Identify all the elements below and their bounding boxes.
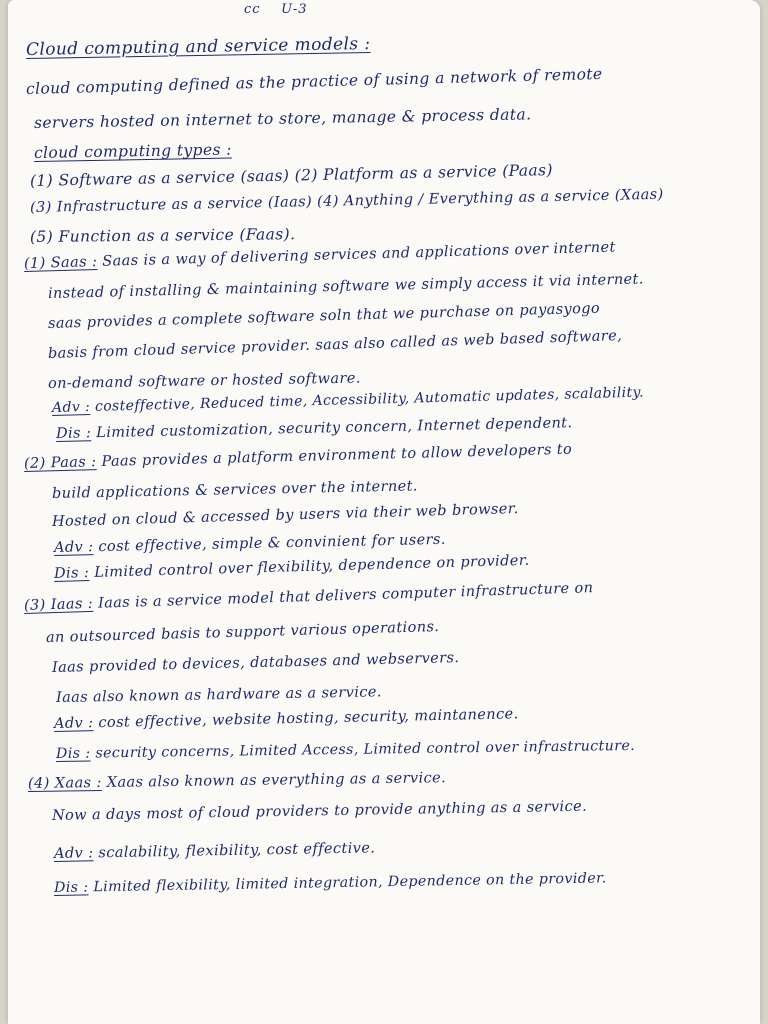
adv-label: Adv : (53, 845, 94, 862)
adv-text: cost effective, website hosting, security, maintanence. (98, 706, 519, 732)
adv-label: Adv : (53, 539, 94, 556)
adv-label: Adv : (53, 715, 94, 732)
adv-text: cost effective, simple & convinient for users. (98, 531, 446, 556)
iaas-line (24, 580, 594, 614)
saas-line: instead of installing & maintaining software we simply access it via internet. (47, 271, 645, 302)
iaas-label: (3) Iaas : (23, 595, 94, 614)
dis-label: Dis : (55, 425, 92, 442)
iaas-dis (56, 738, 635, 762)
page-title: Cloud computing and service models : (25, 33, 371, 60)
type-item: (3) Infrastructure as a service (Iaas) (4) Anything / Everything as a service (Xaas) (29, 186, 664, 216)
paas-line (24, 442, 573, 472)
paas-line: Hosted on cloud & accessed by users via their web browser. (51, 500, 519, 530)
dis-label: Dis : (55, 745, 91, 762)
adv-text: costeffective, Reduced time, Accessibility, Automatic updates, scalability. (94, 384, 645, 415)
iaas-line: an outsourced basis to support various operations. (45, 619, 440, 646)
xaas-text: Xaas also known as everything as a service. (106, 770, 447, 791)
paas-text: Paas provides a platform environment to allow developers to (101, 441, 573, 470)
xaas-adv (54, 840, 376, 862)
xaas-label: (4) Xaas : (27, 774, 102, 792)
dis-label: Dis : (53, 879, 89, 896)
saas-line: basis from cloud service provider. saas also called as web based software, (47, 327, 623, 362)
iaas-adv (54, 706, 519, 732)
dis-text: security concerns, Limited Access, Limited control over infrastructure. (95, 737, 636, 762)
xaas-line (28, 770, 446, 792)
types-heading: cloud computing types : (33, 140, 232, 162)
type-item: (5) Function as a service (Faas). (29, 225, 296, 246)
paas-line: build applications & services over the internet. (51, 478, 419, 502)
adv-text: scalability, flexibility, cost effective. (98, 840, 376, 862)
saas-label: (1) Saas : (23, 253, 98, 272)
paas-adv (54, 532, 446, 556)
page-header (244, 2, 308, 17)
intro-line: servers hosted on internet to store, manage & process data. (33, 105, 532, 132)
saas-line: on-demand software or hosted software. (47, 370, 361, 392)
dis-text: Limited flexibility, limited integration, Dependence on the provider. (93, 870, 607, 896)
dis-text: Limited control over flexibility, dependence on provider. (93, 552, 530, 581)
paas-dis (54, 553, 530, 582)
dis-text: Limited customization, security concern, Internet dependent. (96, 415, 573, 442)
xaas-dis (54, 870, 607, 896)
saas-text: Saas is a way of delivering services and applications over internet (102, 239, 616, 270)
iaas-line: Iaas provided to devices, databases and webservers. (51, 650, 460, 676)
saas-dis (56, 415, 573, 442)
course-code: cc (244, 2, 261, 17)
paas-label: (2) Paas : (23, 454, 97, 472)
intro-line: cloud computing defined as the practice of using a network of remote (25, 64, 603, 98)
adv-label: Adv : (51, 399, 91, 416)
notebook-page (8, 0, 760, 1024)
type-item: (1) Software as a service (saas) (2) Platform as a service (Paas) (29, 161, 554, 190)
unit-number: U-3 (281, 2, 308, 17)
saas-line: saas provides a complete software soln that we purchase on payasyogo (47, 300, 601, 332)
xaas-line: Now a days most of cloud providers to provide anything as a service. (51, 798, 588, 824)
dis-label: Dis : (53, 565, 90, 582)
iaas-line: Iaas also known as hardware as a service. (55, 684, 382, 706)
iaas-text: Iaas is a service model that delivers computer infrastructure on (97, 580, 594, 612)
